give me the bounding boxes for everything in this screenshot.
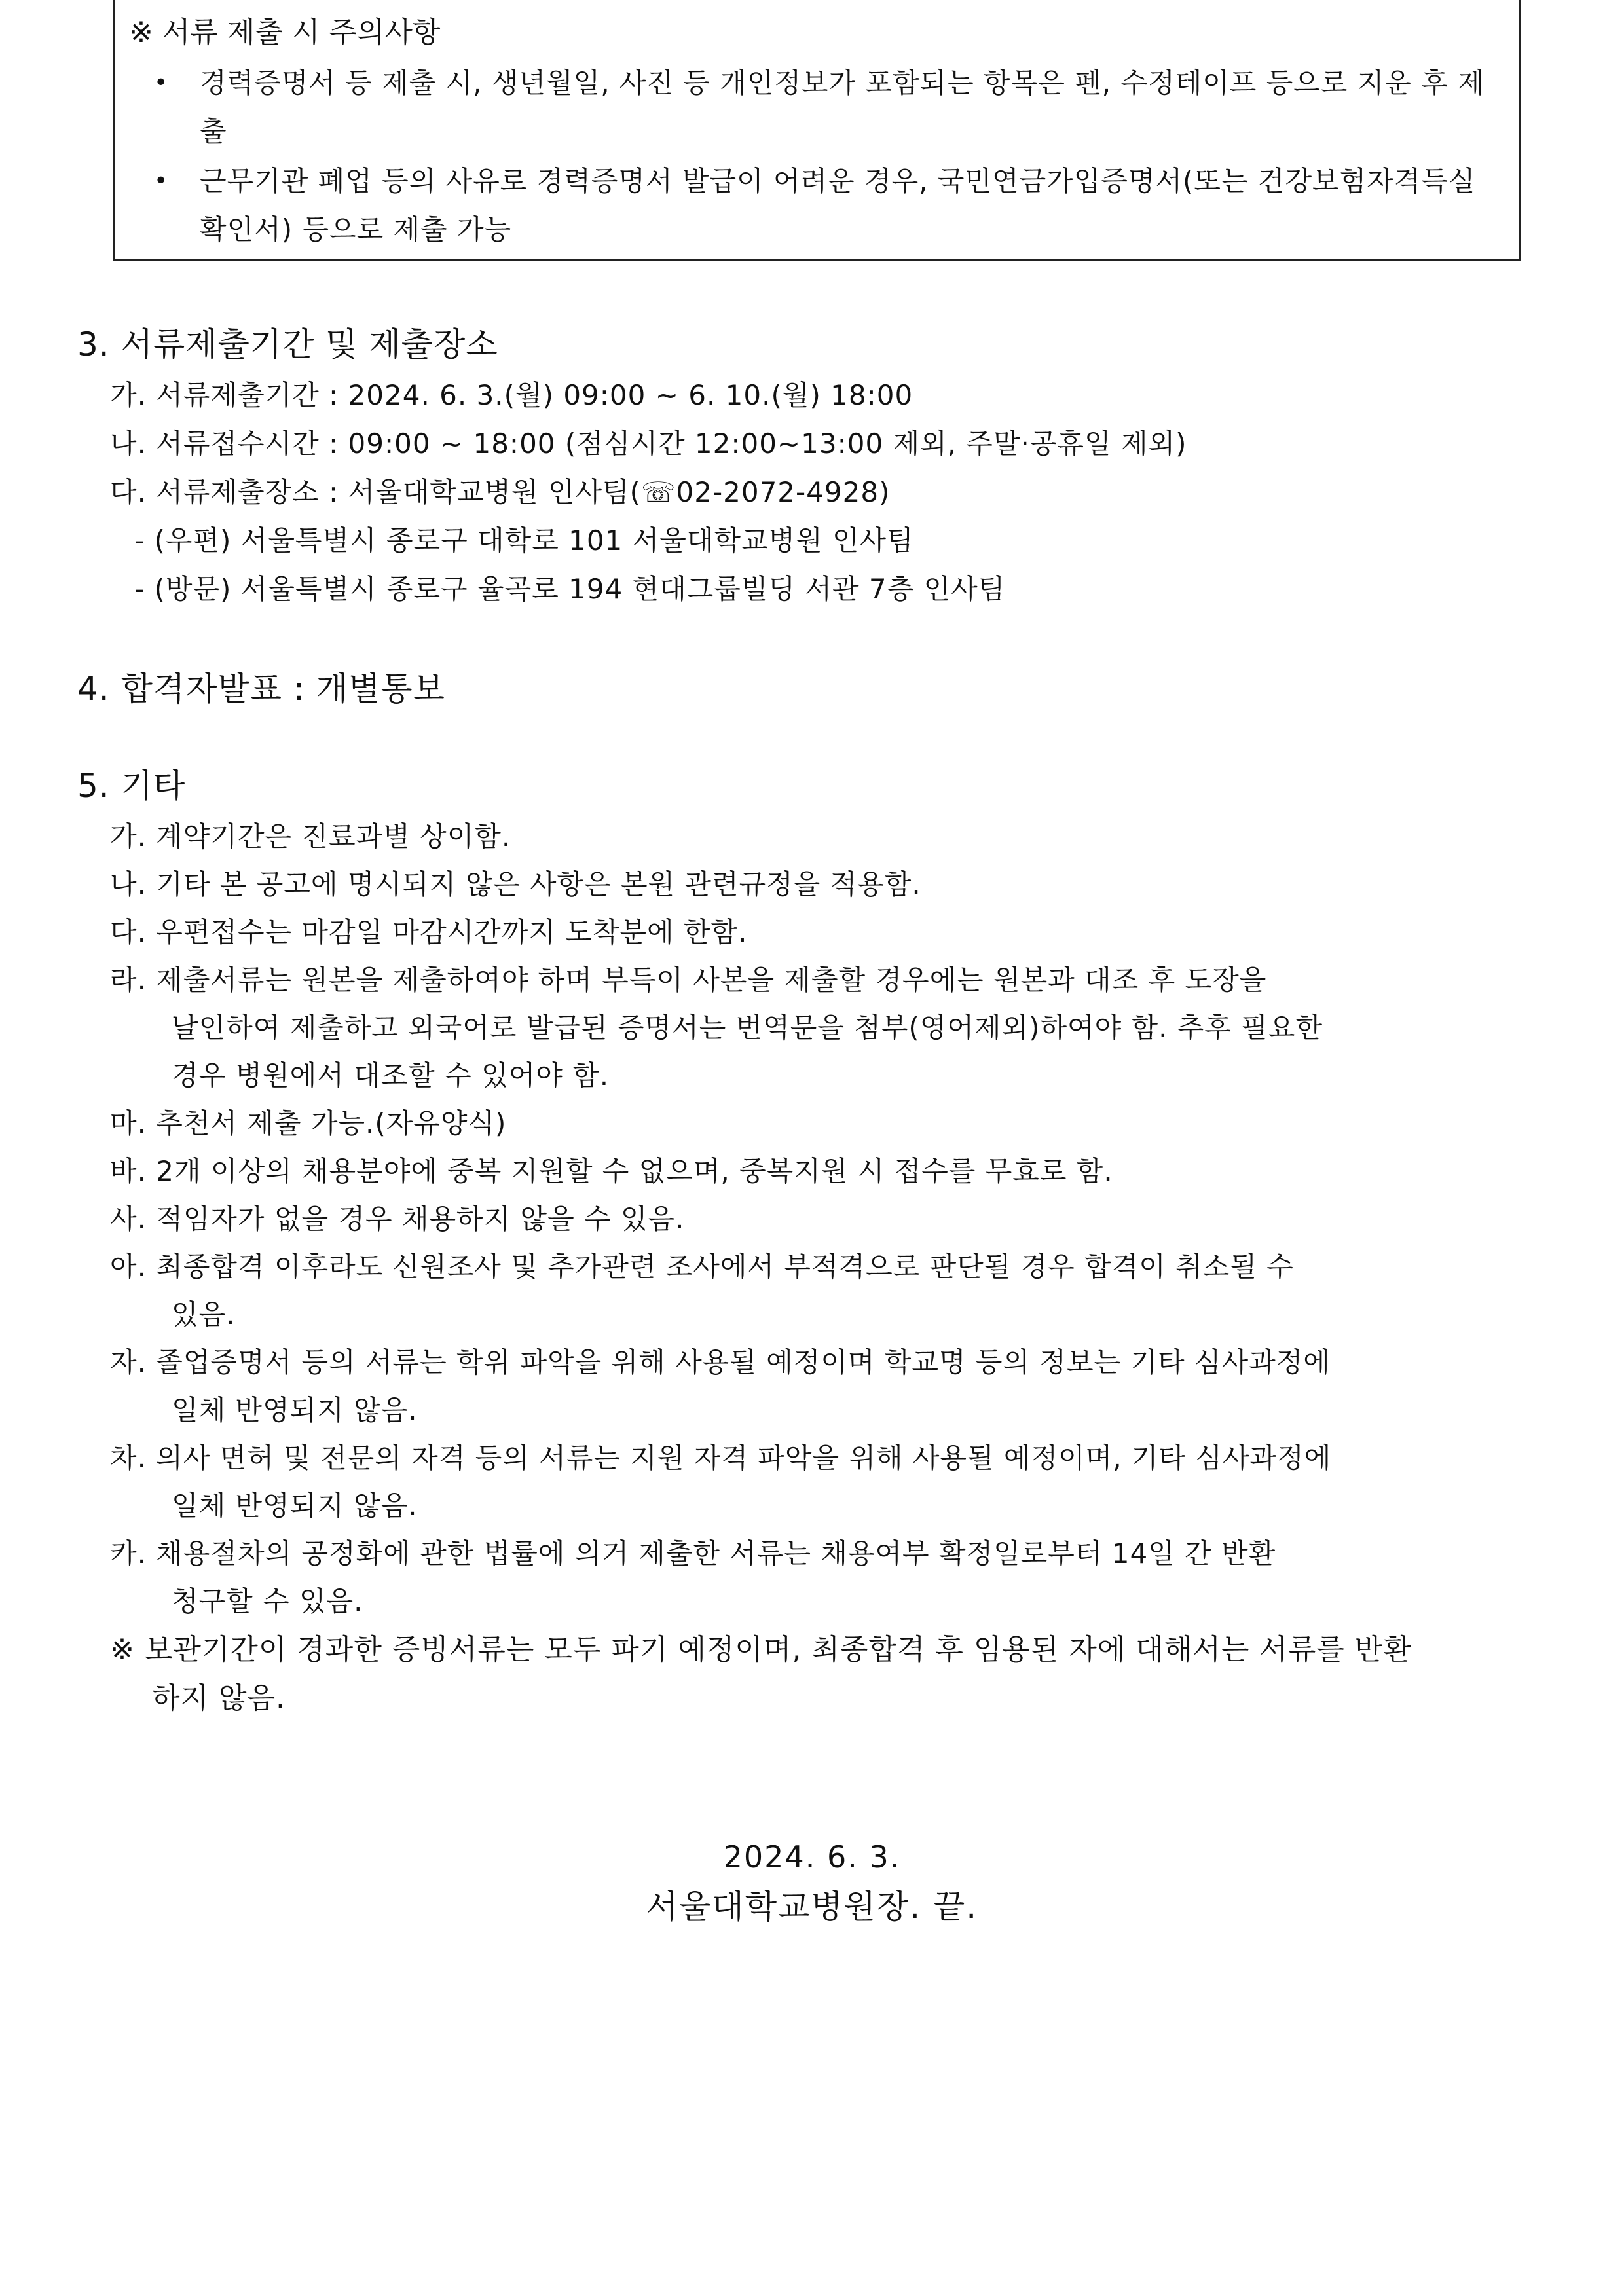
section-5-line: 다. 우편접수는 마감일 마감시간까지 도착분에 한함. bbox=[110, 916, 748, 948]
section-3-subitem: - (우편) 서울특별시 종로구 대학로 101 서울대학교병원 인사팀 bbox=[134, 524, 914, 557]
notice-box bbox=[113, 0, 1521, 261]
section-5-line: 일체 반영되지 않음. bbox=[172, 1394, 418, 1426]
section-4-heading: 4. 합격자발표 : 개별통보 bbox=[77, 670, 445, 708]
section-5-line: 차. 의사 면허 및 전문의 자격 등의 서류는 지원 자격 파악을 위해 사용될 예정이며, 기타 심사과정에 bbox=[110, 1442, 1332, 1474]
section-3-item: 나. 서류접수시간 : 09:00 ~ 18:00 (점심시간 12:00~13:00 제외, 주말·공휴일 제외) bbox=[110, 428, 1187, 460]
notice-bullet-text: 경력증명서 등 제출 시, 생년월일, 사진 등 개인정보가 포함되는 항목은 펜, 수정테이프 등으로 지운 후 제출 bbox=[200, 67, 1485, 147]
section-5-line: 가. 계약기간은 진료과별 상이함. bbox=[110, 820, 511, 853]
section-5-line: 일체 반영되지 않음. bbox=[172, 1490, 418, 1522]
notice-bullet-text: 근무기관 폐업 등의 사유로 경력증명서 발급이 어려운 경우, 국민연금가입증명서(또는 건강보험자격득실 확인서) 등으로 제출 가능 bbox=[200, 165, 1476, 246]
section-5-line: 청구할 수 있음. bbox=[172, 1585, 363, 1617]
section-5-line: 경우 병원에서 대조할 수 있어야 함. bbox=[172, 1059, 610, 1092]
section-5-line: 사. 적임자가 없을 경우 채용하지 않을 수 있음. bbox=[110, 1203, 685, 1235]
section-5-line: 자. 졸업증명서 등의 서류는 학위 파악을 위해 사용될 예정이며 학교명 등의 정보는 기타 심사과정에 bbox=[110, 1346, 1331, 1378]
section-5-line: 날인하여 제출하고 외국어로 발급된 증명서는 번역문을 첨부(영어제외)하여야 함. 추후 필요한 bbox=[172, 1012, 1323, 1044]
bullet-icon: • bbox=[154, 168, 168, 194]
section-5-heading: 5. 기타 bbox=[77, 767, 186, 805]
retention-note-continued: 하지 않음. bbox=[152, 1681, 286, 1715]
section-5-line: 있음. bbox=[172, 1298, 236, 1331]
section-5-line: 나. 기타 본 공고에 명시되지 않은 사항은 본원 관련규정을 적용함. bbox=[110, 868, 921, 900]
section-5-line: 카. 채용절차의 공정화에 관한 법률에 의거 제출한 서류는 채용여부 확정일로부터 14일 간 반환 bbox=[110, 1537, 1276, 1570]
section-3-item: 가. 서류제출기간 : 2024. 6. 3.(월) 09:00 ~ 6. 10.(월) 18:00 bbox=[110, 379, 913, 411]
section-5-line: 아. 최종합격 이후라도 신원조사 및 추가관련 조사에서 부적격으로 판단될 경우 합격이 취소될 수 bbox=[110, 1251, 1294, 1283]
notice-title: ※ 서류 제출 시 주의사항 bbox=[129, 16, 441, 49]
retention-note: ※ 보관기간이 경과한 증빙서류는 모두 파기 예정이며, 최종합격 후 임용된 자에 대해서는 서류를 반환 bbox=[110, 1633, 1412, 1666]
section-5-line: 마. 추천서 제출 가능.(자유양식) bbox=[110, 1107, 507, 1139]
bullet-icon: • bbox=[154, 69, 168, 96]
section-5-line: 바. 2개 이상의 채용분야에 중복 지원할 수 없으며, 중복지원 시 접수를 무효로 함. bbox=[110, 1155, 1113, 1187]
section-3-subitem: - (방문) 서울특별시 종로구 율곡로 194 현대그룹빌딩 서관 7층 인사팀 bbox=[134, 573, 1006, 605]
section-3-item: 다. 서류제출장소 : 서울대학교병원 인사팀(☏02-2072-4928) bbox=[110, 476, 891, 508]
section-5-line: 라. 제출서류는 원본을 제출하여야 하며 부득이 사본을 제출할 경우에는 원본과 대조 후 도장을 bbox=[110, 964, 1267, 996]
footer-date: 2024. 6. 3. bbox=[723, 1839, 901, 1875]
footer-signer: 서울대학교병원장. 끝. bbox=[646, 1888, 978, 1926]
section-3-heading: 3. 서류제출기간 및 제출장소 bbox=[77, 325, 498, 363]
